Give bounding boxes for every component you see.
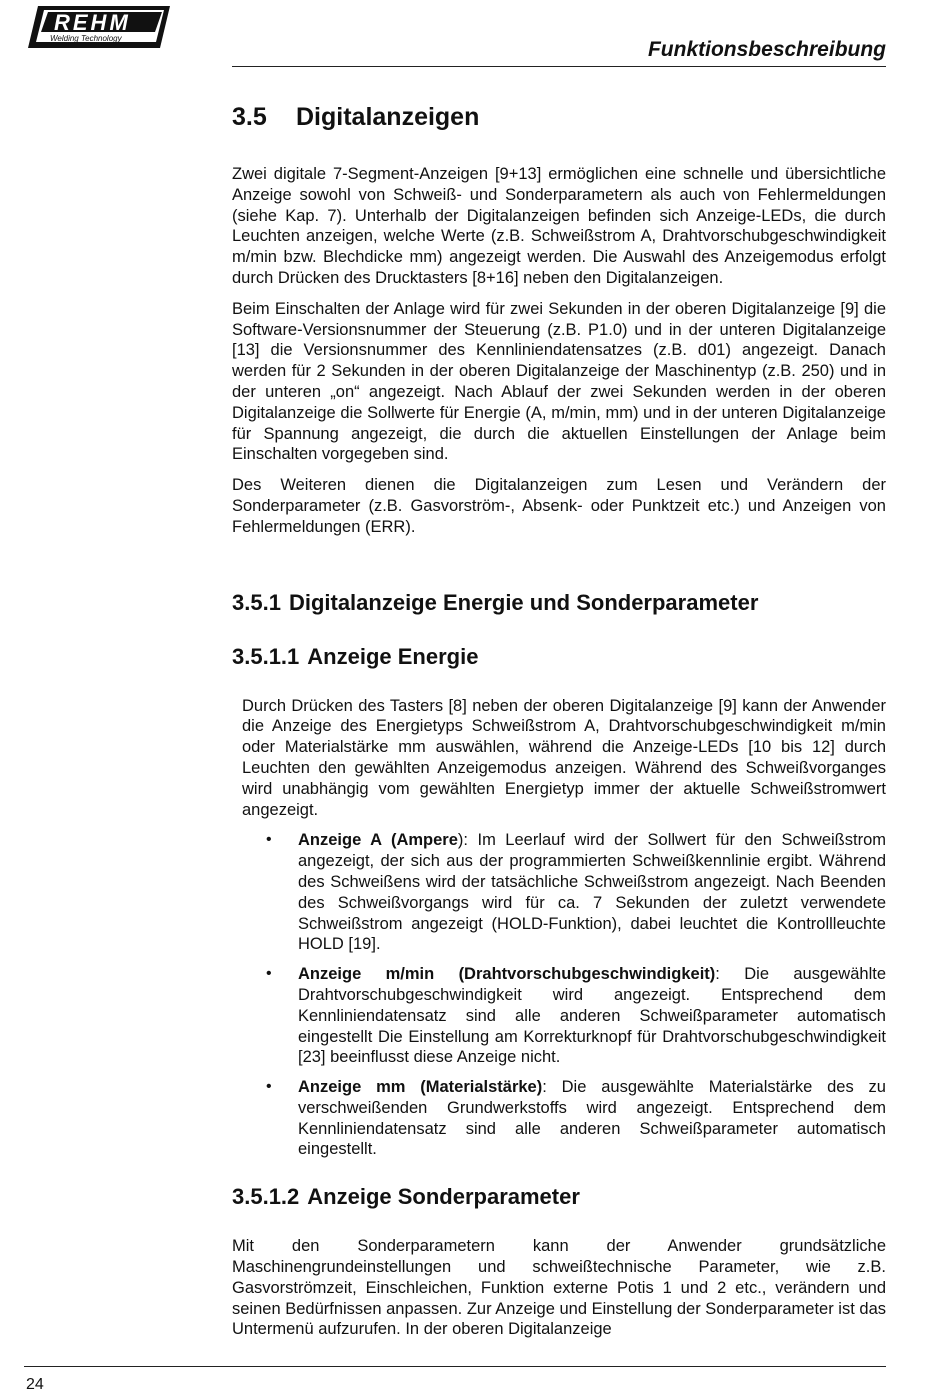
item-text: Die ausgewählte Materialstärke des zu verschweißenden Grundwerkstoffs wird angezeigt. Entsprechend dem Kennliniendatensatz sind alle anderen Schweißparameter automatisch eingestellt.	[298, 1078, 886, 1159]
list-item: • Anzeige mm (Materialstärke): Die ausgewählte Materialstärke des zu verschweißenden Grundwerkstoffs wird angezeigt. Entsprechend dem Kennliniendatensatz sind alle anderen Schweißparameter automatisch eingestellt.	[266, 1078, 886, 1159]
bullet-icon: •	[266, 965, 272, 983]
item-text: Die ausgewählte Drahtvorschubgeschwindigkeit wird angezeigt. Entsprechend dem Kennliniendatensatz sind alle anderen Schweißparameter automatisch eingestellt Die Einstellung am Korrekturknopf für Drahtvorschubgeschwindigkeit [23] beeinflusst diese Anzeige nicht.	[298, 965, 886, 1067]
section-number: 3.5.1.2	[232, 1184, 300, 1210]
bullet-icon: •	[266, 831, 272, 849]
item-text: Im Leerlauf wird der Sollwert für den Schweißstrom angezeigt, der sich aus der programmierten Schweißkennlinie ergibt. Während des Schweißens wird der tatsächliche Schweißstrom angezeigt. Nach Beenden des Schweißvorgangs wird für ca. 7 Sekunden der zuletzt verwendete Schweißstrom angezeigt (HOLD-Funktion), dabei leuchtet die Kontrollleuchte HOLD [19].	[298, 831, 887, 954]
item-label: Anzeige mm (Materialstärke)	[298, 1078, 543, 1097]
section-number: 3.5.1	[232, 589, 281, 615]
footer-divider	[24, 1366, 886, 1367]
item-label: Anzeige A (Ampere	[298, 831, 458, 850]
item-label: Anzeige m/min (Drahtvorschubgeschwindigkeit)	[298, 965, 716, 984]
section-number: 3.5.1.1	[232, 643, 300, 669]
logo-brand: REHM	[54, 10, 131, 35]
paragraph: Durch Drücken des Tasters [8] neben der oberen Digitalanzeige [9] kann der Anwender die Anzeige des Energietyps Schweißstrom A, Drahtvorschubgeschwindigkeit m/min oder Materialstärke mm auswählen, während die Anzeige-LEDs [10 bis 12] durch Leuchten den gewählten Anzeigemodus anzeigen. Während des Schweißvorganges wird unabhängig vom gewählten Energietyp immer der aktuelle Schweißstromwert angezeigt.	[242, 696, 886, 819]
page-number: 24	[26, 1376, 44, 1393]
page-content	[232, 100, 886, 1350]
paragraph: Zwei digitale 7-Segment-Anzeigen [9+13] ermöglichen eine schnelle und übersichtliche Anzeige sowohl von Schweiß- und Sonderparametern als auch von Fehlermeldungen (siehe Kap. 7). Unterhalb der Digitalanzeigen befinden sich Anzeige-LEDs, die durch Leuchten anzeigen, welche Werte (z.B. Schweißstrom A, Drahtvorschubgeschwindigkeit m/min bzw. Blechdicke mm) angezeigt werden. Die Auswahl des Anzeigemodus erfolgt durch Drücken des Drucktasters [8+16] neben den Digitalanzeigen.	[232, 165, 886, 287]
section-3-5-1-heading	[232, 588, 886, 618]
section-title: Anzeige Sonderparameter	[307, 1184, 580, 1210]
bullet-list	[232, 830, 886, 1160]
section-3-5-1-2-heading	[232, 1182, 886, 1212]
svg-text:®: ®	[164, 8, 169, 14]
paragraph: Beim Einschalten der Anlage wird für zwei Sekunden in der oberen Digitalanzeige [9] die Software-Versionsnummer der Steuerung (z.B. P1.0) und in der unteren Digitalanzeige [13] die Versionsnummer des Kennliniendatensatzes (z.B. d01) angezeigt. Danach werden für 2 Sekunden in der oberen Digitalanzeige der Maschinentyp (z.B. 250) und in der unteren „on“ angezeigt. Nach Ablauf der zwei Sekunden werden in der oberen Digitalanzeige die Sollwerte für Energie (A, m/min, mm) und in der unteren Digitalanzeige für Spannung angezeigt, die durch die aktuellen Einstellungen der Anlage beim Einschalten vorgegeben sind.	[232, 299, 886, 464]
paragraph: Des Weiteren dienen die Digitalanzeigen zum Lesen und Verändern der Sonderparameter (z.B. Gasvorström-, Absenk- oder Punktzeit etc.) und Anzeigen von Fehlermeldungen (ERR).	[232, 476, 886, 536]
rehm-logo	[24, 2, 174, 54]
section-number: 3.5	[232, 103, 267, 131]
section-3-5-1-1-heading	[232, 642, 886, 672]
logo-tagline: Welding Technology	[50, 34, 122, 43]
header-title: Funktionsbeschreibung	[647, 38, 886, 61]
section-title: Digitalanzeige Energie und Sonderparameter	[288, 589, 759, 615]
section-title: Anzeige Energie	[307, 643, 479, 669]
section-3-5-heading	[232, 100, 886, 134]
paragraph: Mit den Sonderparametern kann der Anwender grundsätzliche Maschinengrundeinstellungen und schweißtechnische Parameter, wie z.B. Gasvorströmzeit, Einschleichen, Funktion externe Potis 1 und 2 etc., verändern und seinen Bedürfnissen anpassen. Zur Anzeige und Einstellung der Sonderparameter ist das Untermenü aufzurufen. In der oberen Digitalanzeige	[232, 1237, 886, 1339]
list-item: • Anzeige m/min (Drahtvorschubgeschwindigkeit): Die ausgewählte Drahtvorschubgeschwindigkeit wird angezeigt. Entsprechend dem Kennliniendatensatz sind alle anderen Schweißparameter automatisch eingestellt Die Einstellung am Korrekturknopf für Drahtvorschubgeschwindigkeit [23] beeinflusst diese Anzeige nicht.	[266, 965, 886, 1067]
list-item: • Anzeige A (Ampere): Im Leerlauf wird der Sollwert für den Schweißstrom angezeigt, der sich aus der programmierten Schweißkennlinie ergibt. Während des Schweißens wird der tatsächliche Schweißstrom angezeigt. Nach Beenden des Schweißvorgangs wird für ca. 7 Sekunden der zuletzt verwendete Schweißstrom angezeigt (HOLD-Funktion), dabei leuchtet die Kontrollleuchte HOLD [19].	[266, 831, 887, 954]
bullet-icon: •	[266, 1078, 272, 1096]
section-title: Digitalanzeigen	[296, 103, 480, 131]
header-divider	[232, 66, 886, 67]
